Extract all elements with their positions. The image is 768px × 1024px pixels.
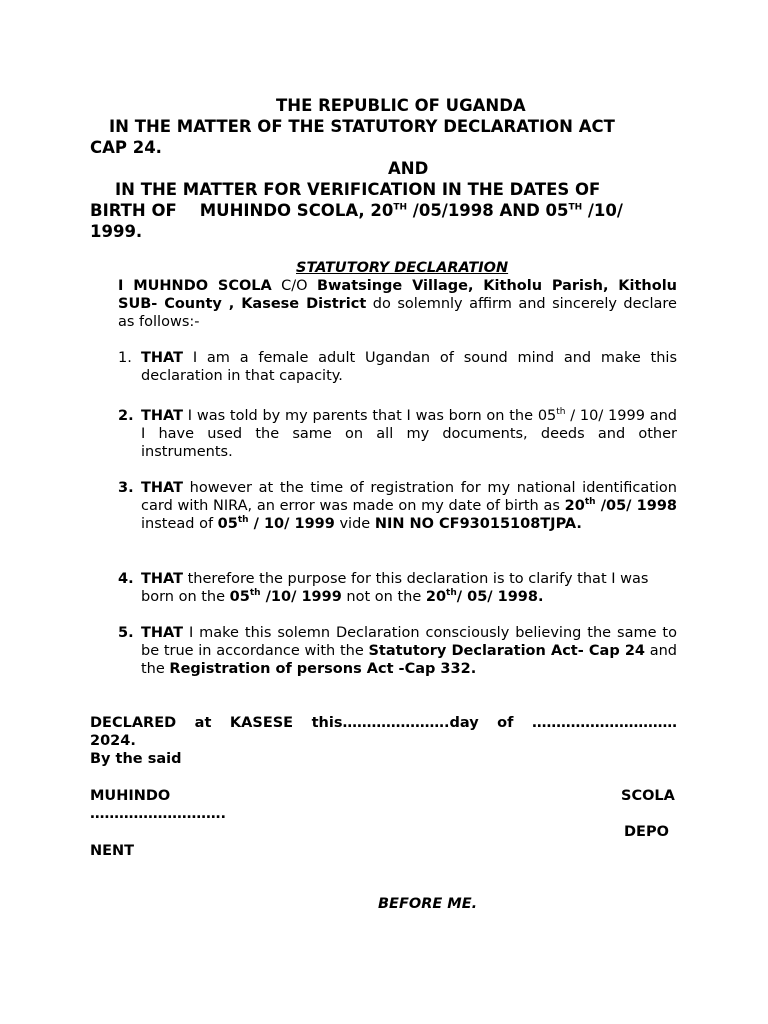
item-text: instead of	[141, 516, 218, 533]
declaration-item-1	[118, 349, 677, 385]
heading-birth-text-c: /10/	[582, 201, 623, 220]
item-lead: THAT	[141, 480, 184, 496]
declaration-item-3	[118, 479, 677, 534]
heading-sup-2: TH	[568, 202, 583, 213]
before-me-label: BEFORE ME.	[378, 896, 478, 912]
heading-and: AND	[388, 159, 429, 178]
deponent-first-name: MUHINDO	[90, 788, 171, 804]
item-number: 2.	[118, 408, 134, 424]
item-text: therefore the purpose for this declaration is to clarify that I was born on the	[141, 571, 649, 606]
item-sup: th	[556, 407, 566, 418]
declared-year: 2024.	[90, 733, 136, 749]
item-text: I make this solemn Declaration consciously believing the same to be true in accordance with the	[141, 625, 677, 660]
declarant-name: I MUHNDO SCOLA	[118, 278, 272, 294]
item-text: however at the time of registration for my national identification card with NIRA, an error was made on my date of birth as	[141, 480, 677, 515]
heading-birth-line	[90, 200, 623, 221]
item-number: 3.	[118, 480, 134, 496]
item-lead: THAT	[141, 625, 184, 641]
document-title: STATUTORY DECLARATION	[296, 260, 509, 276]
correct-date: 05th / 10/ 1999	[217, 515, 335, 533]
statutory-act-reference: Statutory Declaration Act- Cap 24	[368, 643, 646, 660]
heading-birth-text-a: BIRTH OF MUHINDO SCOLA, 20	[90, 201, 394, 220]
item-text: and the	[141, 643, 677, 678]
item-number: 1.	[118, 350, 132, 366]
wrong-date: 20th /05/ 1998	[564, 497, 677, 515]
item-text: / 10/ 1999 and I have used the same on all my documents, deeds and other instruments.	[141, 408, 677, 461]
wrong-date: 20th/ 05/ 1998.	[425, 588, 544, 606]
heading-sup-1: TH	[393, 202, 408, 213]
item-lead: THAT	[141, 408, 184, 424]
deponent-label-part2: NENT	[90, 843, 135, 859]
heading-year: 1999.	[90, 222, 143, 241]
item-text: vide	[334, 516, 375, 533]
declaration-item-4	[118, 570, 677, 606]
item-text: I was told by my parents that I was born on the 05	[183, 408, 557, 424]
nin-number: NIN NO CF93015108TJPA.	[374, 516, 582, 533]
item-number: 5.	[118, 625, 134, 641]
heading-matter-verification: IN THE MATTER FOR VERIFICATION IN THE DATES OF	[115, 180, 601, 199]
item-lead: THAT	[141, 571, 184, 587]
signature-dots: ……………………….	[90, 806, 227, 822]
item-text: I am a female adult Ugandan of sound mind and make this declaration in that capacity.	[141, 350, 677, 385]
registration-act-reference: Registration of persons Act -Cap 332.	[169, 661, 477, 678]
declared-line: DECLARED at KASESE this………………….day of …………………………	[90, 715, 677, 731]
heading-cap: CAP 24.	[90, 138, 162, 157]
heading-birth-text-b: /05/1998 AND 05	[407, 201, 569, 220]
by-the-said: By the said	[90, 751, 182, 767]
intro-affirmation: do solemnly affirm and sincerely declare as follows:-	[118, 296, 677, 331]
declarant-address: Bwatsinge Village, Kitholu Parish, Kitholu SUB- County , Kasese District	[118, 278, 677, 313]
declaration-item-2	[118, 407, 677, 462]
heading-matter-act: IN THE MATTER OF THE STATUTORY DECLARATION ACT	[109, 117, 615, 136]
heading-republic: THE REPUBLIC OF UGANDA	[276, 96, 526, 115]
intro-care-of: C/O	[271, 278, 317, 294]
deponent-surname: SCOLA	[621, 788, 675, 804]
intro-paragraph	[118, 277, 677, 332]
correct-date: 05th /10/ 1999	[229, 588, 342, 606]
declaration-item-5	[118, 624, 677, 679]
item-text: not on the	[341, 589, 426, 606]
item-number: 4.	[118, 571, 134, 587]
deponent-label-part1: DEPO	[624, 824, 669, 840]
item-lead: THAT	[141, 350, 184, 366]
